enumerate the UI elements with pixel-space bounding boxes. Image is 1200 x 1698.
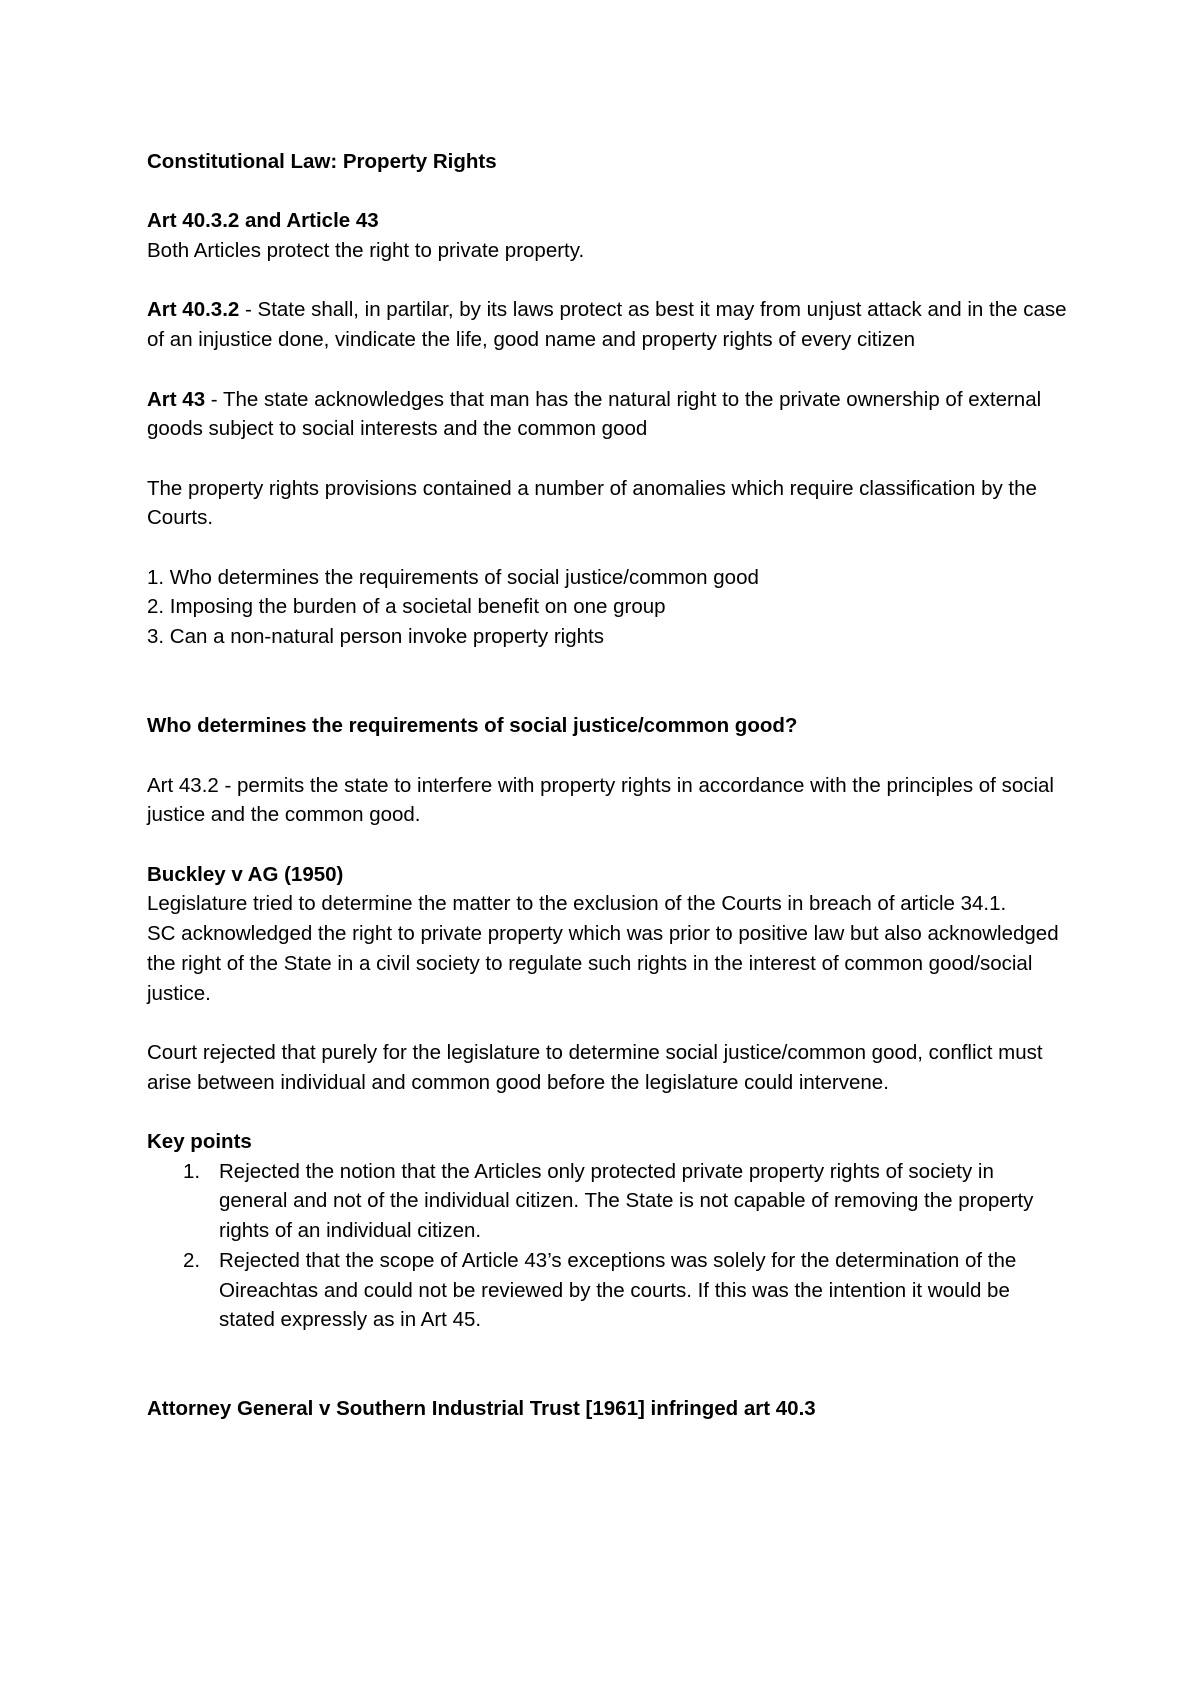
case-heading-southern: Attorney General v Southern Industrial Trust [1961] infringed art 40.3	[147, 1397, 816, 1421]
document-title: Constitutional Law: Property Rights	[147, 150, 497, 173]
art-43-paragraph	[147, 385, 1067, 444]
buckley-paragraph: Legislature tried to determine the matter to the exclusion of the Courts in breach of article 34.1.	[147, 892, 1007, 916]
list-item-number: 2.	[183, 1248, 201, 1272]
art-40-3-2-label: Art 40.3.2	[147, 298, 240, 322]
anomaly-item: 1. Who determines the requirements of social justice/common good	[147, 565, 759, 589]
list-item-text: Rejected that the scope of Article 43’s exceptions was solely for the determination of the Oireachtas and could not be reviewed by the courts. If this was the intention it would be stated expressly as in Art 45.	[219, 1248, 1017, 1332]
anomalies-paragraph: The property rights provisions contained a number of anomalies which require classification by the Courts.	[147, 476, 1037, 530]
art-43-label: Art 43	[147, 387, 206, 411]
intro-heading: Art 40.3.2 and Article 43	[147, 209, 379, 233]
art-43-2-paragraph: Art 43.2 - permits the state to interfere with property rights in accordance with the principles of social justice and the common good.	[147, 773, 1054, 827]
list-item	[147, 1157, 1067, 1246]
list-item-number: 1.	[183, 1159, 201, 1183]
anomaly-item: 2. Imposing the burden of a societal benefit on one group	[147, 595, 666, 619]
art-40-3-2-text: - State shall, in partilar, by its laws protect as best it may from unjust attack and in the case of an injustice done, vindicate the life, good name and property rights of every citizen	[147, 298, 1067, 352]
anomaly-item: 3. Can a non-natural person invoke property rights	[147, 625, 604, 649]
buckley-paragraph: Court rejected that purely for the legislature to determine social justice/common good, conflict must arise between individual and common good before the legislature could intervene.	[147, 1040, 1043, 1094]
key-points-list	[147, 1157, 1067, 1335]
buckley-paragraph: SC acknowledged the right to private property which was prior to positive law but also acknowledged the right of the State in a civil society to regulate such rights in the interest of common good/social justice.	[147, 922, 1059, 1005]
document-content	[147, 147, 1067, 1424]
list-item-text: Rejected the notion that the Articles only protected private property rights of society in general and not of the individual citizen. The State is not capable of removing the property rights of an individual citizen.	[219, 1159, 1034, 1243]
case-heading-buckley: Buckley v AG (1950)	[147, 862, 344, 886]
art-43-text: - The state acknowledges that man has the natural right to the private ownership of external goods subject to social interests and the common good	[147, 387, 1042, 441]
list-item	[147, 1246, 1067, 1335]
art-40-3-2-paragraph	[147, 295, 1067, 354]
section-heading: Who determines the requirements of social justice/common good?	[147, 714, 798, 738]
key-points-heading: Key points	[147, 1130, 252, 1154]
intro-text: Both Articles protect the right to private property.	[147, 239, 585, 263]
